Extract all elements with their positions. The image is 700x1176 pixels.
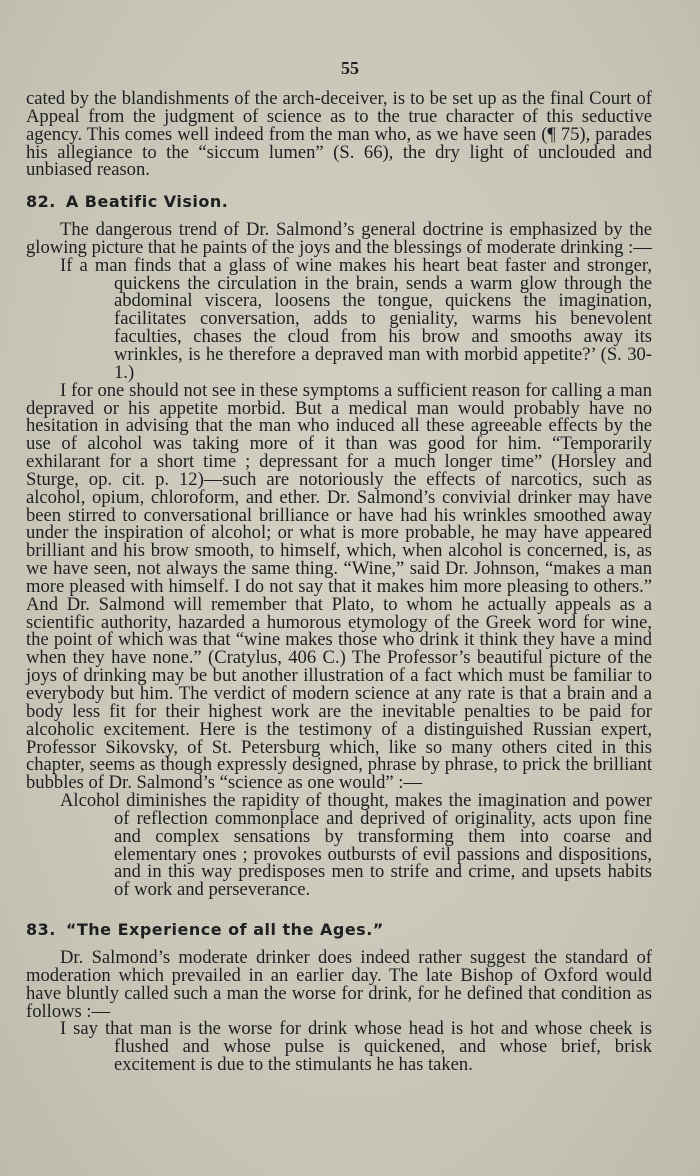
section-82-heading	[26, 193, 652, 211]
section-83-number: 83.	[26, 920, 56, 940]
section-82-title: A Beatific Vision.	[65, 192, 229, 212]
section-82-number: 82.	[26, 192, 56, 212]
opening-paragraph: cated by the blandishments of the arch-deceiver, is to be set up as the final Court of Appeal from the judgment of science as to the true character of this seductive agency. This comes well indeed from the man who, as we have seen (¶ 75), parades his allegiance to the “siccum lumen” (S. 66), the dry light of unclouded and unbiased reason.	[26, 88, 652, 181]
page-body	[26, 90, 652, 1074]
section-83-quote-1: I say that man is the worse for drink whose head is hot and whose cheek is flushed and whose pulse is quickened, and whose brief, brisk excitement is due to the stimulants he has taken.	[60, 1018, 652, 1076]
section-82-paragraph-1: The dangerous trend of Dr. Salmond’s general doctrine is emphasized by the glowing picture that he paints of the joys and the blessings of moderate drinking :—	[26, 219, 652, 258]
section-82-quote-2: Alcohol diminishes the rapidity of thought, makes the imagination and power of reflection commonplace and deprived of originality, acts upon fine and complex sensations by transforming them into coarse and elementary ones ; provokes outbursts of evil passions and dispositions, and in this way predisposes men to strife and crime, and upsets habits of work and perseverance.	[60, 790, 652, 901]
section-83-paragraph-1: Dr. Salmond’s moderate drinker does indeed rather suggest the standard of moderation which prevailed in an earlier day. The late Bishop of Oxford would have bluntly called such a man the worse for drink, for he defined that condition as follows :—	[26, 946, 652, 1022]
section-83-heading	[26, 921, 652, 939]
section-82-quote-1: If a man finds that a glass of wine makes his heart beat faster and stronger, quickens the circulation in the brain, sends a warm glow through the abdominal viscera, loosens the tongue, quickens the imagination, facilitates conversation, adds to geniality, warms his benevolent faculties, chases the cloud from his brow and smooths away its wrinkles, is he therefore a depraved man with morbid appetite?’ (S. 30-1.)	[60, 254, 652, 383]
section-82-paragraph-2: I for one should not see in these symptoms a sufficient reason for calling a man depraved or his appetite morbid. But a medical man would probably have no hesitation in advising that the man who induced all these agreeable effects by the use of alcohol was taking more of it than was good for him. “Temporarily exhilarant for a short time ; depressant for a much longer time” (Horsley and Sturge, op. cit. p. 12)—such are notoriously the effects of narcotics, such as alcohol, opium, chloroform, and ether. Dr. Salmond’s convivial drinker may have been stirred to conversational brilliance or have had his wrinkles smoothed away under the inspiration of alcohol; or what is more probable, he may have appeared brilliant and his brow smooth, to himself, which, when alcohol is concerned, is, as we have seen, not always the same thing. “Wine,” said Dr. Johnson, “makes a man more pleased with himself. I do not say that it makes him more pleasing to others.” And Dr. Salmond will remember that Plato, to whom he actually appeals as a scientific authority, hazarded a humorous etymology of the Greek word for wine, the point of which was that “wine makes those who drink it think they have a mind when they have none.” (Cratylus, 406 C.) The Professor’s beautiful picture of the joys of drinking may be but another illustration of a fact which must be familiar to everybody but him. The verdict of modern science at any rate is that a brain and a body less fit for their highest work are the inevitable penalties to be paid for alcoholic excitement. Here is the testimony of a distinguished Russian expert, Professor Sikovsky, of St. Petersburg which, like so many others cited in this chapter, seems as though expressly designed, phrase by phrase, to prick the brilliant bubbles of Dr. Salmond’s “science as one would” :—	[26, 379, 652, 794]
page-number: 55	[341, 58, 359, 78]
section-83-title: “The Experience of all the Ages.”	[65, 920, 384, 940]
